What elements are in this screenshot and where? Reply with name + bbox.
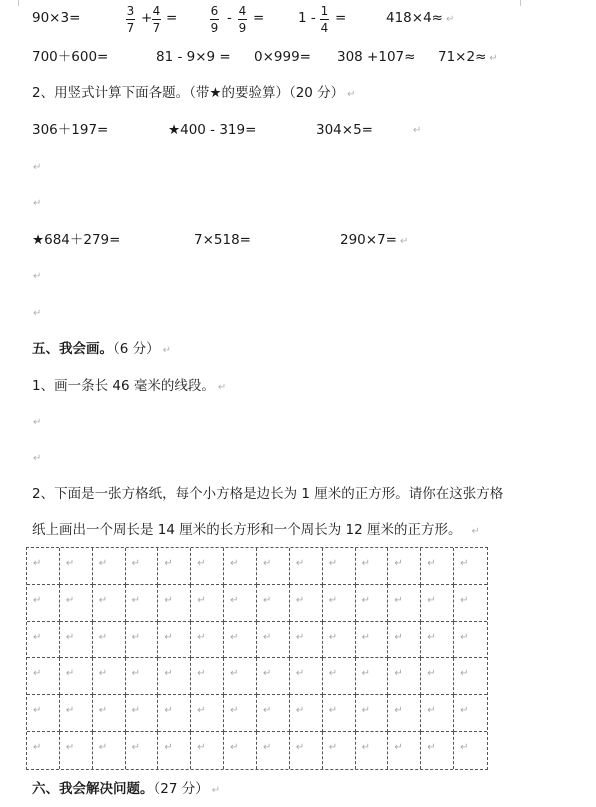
grid-cell[interactable]: ↵: [388, 658, 421, 695]
grid-cell[interactable]: ↵: [421, 695, 454, 732]
grid-cell[interactable]: ↵: [126, 695, 159, 732]
calc-304x5: 304×5=: [316, 122, 373, 138]
grid-cell[interactable]: ↵: [27, 658, 60, 695]
section-5-title: 五、我会画。（6 分） ↵: [32, 341, 172, 357]
draw-question-2-line-2: 纸上画出一个周长是 14 厘米的长方形和一个周长为 12 厘米的正方形。 ↵: [32, 522, 480, 538]
grid-cell[interactable]: ↵: [224, 695, 257, 732]
grid-cell[interactable]: ↵: [454, 695, 487, 732]
grid-cell[interactable]: ↵: [191, 548, 224, 585]
equals-sign: =: [166, 10, 178, 26]
grid-cell[interactable]: ↵: [290, 622, 323, 659]
grid-cell[interactable]: ↵: [60, 622, 93, 659]
grid-cell[interactable]: ↵: [323, 732, 356, 769]
grid-cell[interactable]: ↵: [290, 548, 323, 585]
grid-cell[interactable]: ↵: [356, 732, 389, 769]
fraction-4-7: 4 7: [152, 4, 161, 35]
calc-306-plus-197: 306＋197=: [32, 122, 109, 138]
grid-cell[interactable]: ↵: [356, 585, 389, 622]
grid-cell[interactable]: ↵: [421, 622, 454, 659]
grid-cell[interactable]: ↵: [257, 585, 290, 622]
calc-700-plus-600: 700＋600=: [32, 49, 109, 65]
corner-mark-right: [520, 0, 521, 6]
grid-cell[interactable]: ↵: [126, 658, 159, 695]
paragraph-mark: ↵: [33, 417, 42, 428]
grid-cell[interactable]: ↵: [454, 658, 487, 695]
grid-cell[interactable]: ↵: [60, 548, 93, 585]
calc-684-plus-279: ★684＋279=: [32, 232, 121, 248]
grid-cell[interactable]: ↵: [126, 732, 159, 769]
paragraph-mark: ↵: [211, 785, 221, 796]
calc-290x7: 290×7= ↵: [340, 232, 409, 248]
paragraph-mark: ↵: [445, 14, 455, 25]
grid-cell[interactable]: ↵: [388, 695, 421, 732]
calc-0x999: 0×999=: [254, 49, 311, 65]
calc-7x518: 7×518=: [194, 232, 251, 248]
grid-cell[interactable]: ↵: [460, 742, 469, 754]
section-6-title: 六、我会解决问题。（27 分） ↵: [32, 781, 221, 797]
grid-cell[interactable]: ↵: [224, 658, 257, 695]
paragraph-mark: ↵: [399, 236, 409, 247]
calc-71x2: 71×2≈ ↵: [438, 49, 498, 65]
grid-cell[interactable]: ↵: [93, 585, 126, 622]
equals-sign: =: [335, 10, 347, 26]
grid-cell[interactable]: ↵: [257, 658, 290, 695]
paragraph-mark: ↵: [33, 271, 42, 282]
grid-cell[interactable]: ↵: [93, 622, 126, 659]
grid-cell[interactable]: ↵: [158, 622, 191, 659]
grid-cell[interactable]: ↵: [454, 548, 487, 585]
grid-cell[interactable]: ↵: [224, 585, 257, 622]
grid-cell[interactable]: ↵: [421, 585, 454, 622]
grid-cell[interactable]: ↵: [323, 695, 356, 732]
grid-cell[interactable]: ↵: [27, 548, 60, 585]
draw-question-1: 1、画一条长 46 毫米的线段。 ↵: [32, 378, 227, 394]
paragraph-mark: ↵: [471, 526, 480, 537]
grid-cell[interactable]: ↵: [27, 732, 60, 769]
grid-cell[interactable]: ↵: [191, 658, 224, 695]
one-minus: 1 -: [298, 10, 316, 26]
grid-cell[interactable]: ↵: [323, 585, 356, 622]
grid-cell[interactable]: ↵: [126, 548, 159, 585]
operator-plus: +: [141, 10, 153, 26]
paragraph-mark: ↵: [33, 198, 42, 209]
paragraph-mark: ↵: [489, 53, 498, 64]
question-2-heading: 2、用竖式计算下面各题。（带★的要验算）（20 分） ↵: [32, 85, 356, 101]
paragraph-mark: ↵: [413, 125, 422, 136]
paragraph-mark: ↵: [347, 89, 356, 100]
grid-cell[interactable]: ↵: [356, 658, 389, 695]
fraction-4-9: 4 9: [238, 4, 247, 35]
grid-cell[interactable]: ↵: [60, 695, 93, 732]
grid-cell[interactable]: ↵: [93, 548, 126, 585]
grid-cell[interactable]: ↵: [93, 658, 126, 695]
fraction-3-7: 3 7: [126, 4, 135, 35]
calc-81-minus-9x9: 81 - 9×9 =: [156, 49, 231, 65]
grid-cell[interactable]: ↵: [191, 585, 224, 622]
grid-cell[interactable]: ↵: [356, 695, 389, 732]
calc-418x4: 418×4≈ ↵: [386, 10, 455, 26]
paragraph-mark: ↵: [162, 345, 172, 356]
paragraph-mark: ↵: [33, 308, 42, 319]
grid-cell[interactable]: ↵: [158, 732, 191, 769]
equals-sign: =: [253, 10, 265, 26]
calc-400-minus-319: ★400 - 319=: [168, 122, 257, 138]
calc-308-plus-107: 308 +107≈: [337, 49, 416, 65]
grid-cell[interactable]: ↵: [158, 548, 191, 585]
grid-cell[interactable]: ↵: [93, 732, 126, 769]
corner-mark-left: [18, 0, 19, 6]
grid-cell[interactable]: ↵: [158, 658, 191, 695]
draw-question-2-line-1: 2、下面是一张方格纸，每个小方格是边长为 1 厘米的正方形。请你在这张方格: [32, 486, 504, 502]
grid-cell[interactable]: ↵: [224, 622, 257, 659]
grid-cell[interactable]: ↵: [290, 695, 323, 732]
grid-cell[interactable]: ↵: [224, 732, 257, 769]
grid-cell[interactable]: ↵: [191, 622, 224, 659]
paragraph-mark: ↵: [217, 382, 227, 393]
grid-cell[interactable]: ↵: [126, 585, 159, 622]
grid-cell[interactable]: ↵: [388, 732, 421, 769]
grid-cell[interactable]: ↵: [257, 622, 290, 659]
fraction-1-4: 1 4: [320, 4, 329, 35]
grid-cell[interactable]: ↵: [290, 585, 323, 622]
grid-cell[interactable]: ↵: [388, 548, 421, 585]
grid-cell[interactable]: ↵: [158, 695, 191, 732]
grid-cell[interactable]: ↵: [93, 695, 126, 732]
grid-cell[interactable]: ↵: [27, 695, 60, 732]
grid-cell[interactable]: ↵: [191, 695, 224, 732]
grid-cell[interactable]: ↵: [323, 622, 356, 659]
grid-paper[interactable]: [26, 547, 488, 770]
paragraph-mark: ↵: [33, 453, 42, 464]
grid-cell[interactable]: ↵: [323, 548, 356, 585]
grid-cell[interactable]: ↵: [224, 548, 257, 585]
fraction-6-9: 6 9: [210, 4, 219, 35]
grid-cell[interactable]: ↵: [290, 658, 323, 695]
grid-cell[interactable]: ↵: [27, 585, 60, 622]
grid-cell[interactable]: ↵: [191, 732, 224, 769]
grid-cell[interactable]: ↵: [388, 585, 421, 622]
grid-cell[interactable]: ↵: [356, 622, 389, 659]
grid-cell[interactable]: ↵: [356, 548, 389, 585]
grid-cell[interactable]: ↵: [27, 622, 60, 659]
grid-cell[interactable]: ↵: [421, 658, 454, 695]
grid-cell[interactable]: ↵: [158, 585, 191, 622]
paragraph-mark: ↵: [33, 162, 42, 173]
grid-cell[interactable]: ↵: [257, 695, 290, 732]
grid-cell[interactable]: ↵: [257, 732, 290, 769]
operator-minus: -: [227, 10, 232, 26]
grid-cell[interactable]: ↵: [421, 548, 454, 585]
grid-cell[interactable]: ↵: [257, 548, 290, 585]
grid-cell[interactable]: ↵: [60, 658, 93, 695]
calc-90x3: 90×3=: [32, 10, 81, 26]
grid-cell[interactable]: ↵: [388, 622, 421, 659]
grid-cell[interactable]: ↵: [454, 622, 487, 659]
grid-cell[interactable]: ↵: [454, 585, 487, 622]
grid-cell[interactable]: ↵: [60, 585, 93, 622]
grid-cell[interactable]: ↵: [421, 732, 454, 769]
grid-cell[interactable]: ↵: [60, 732, 93, 769]
grid-cell[interactable]: ↵: [290, 732, 323, 769]
grid-cell[interactable]: ↵: [323, 658, 356, 695]
grid-cell[interactable]: ↵: [126, 622, 159, 659]
